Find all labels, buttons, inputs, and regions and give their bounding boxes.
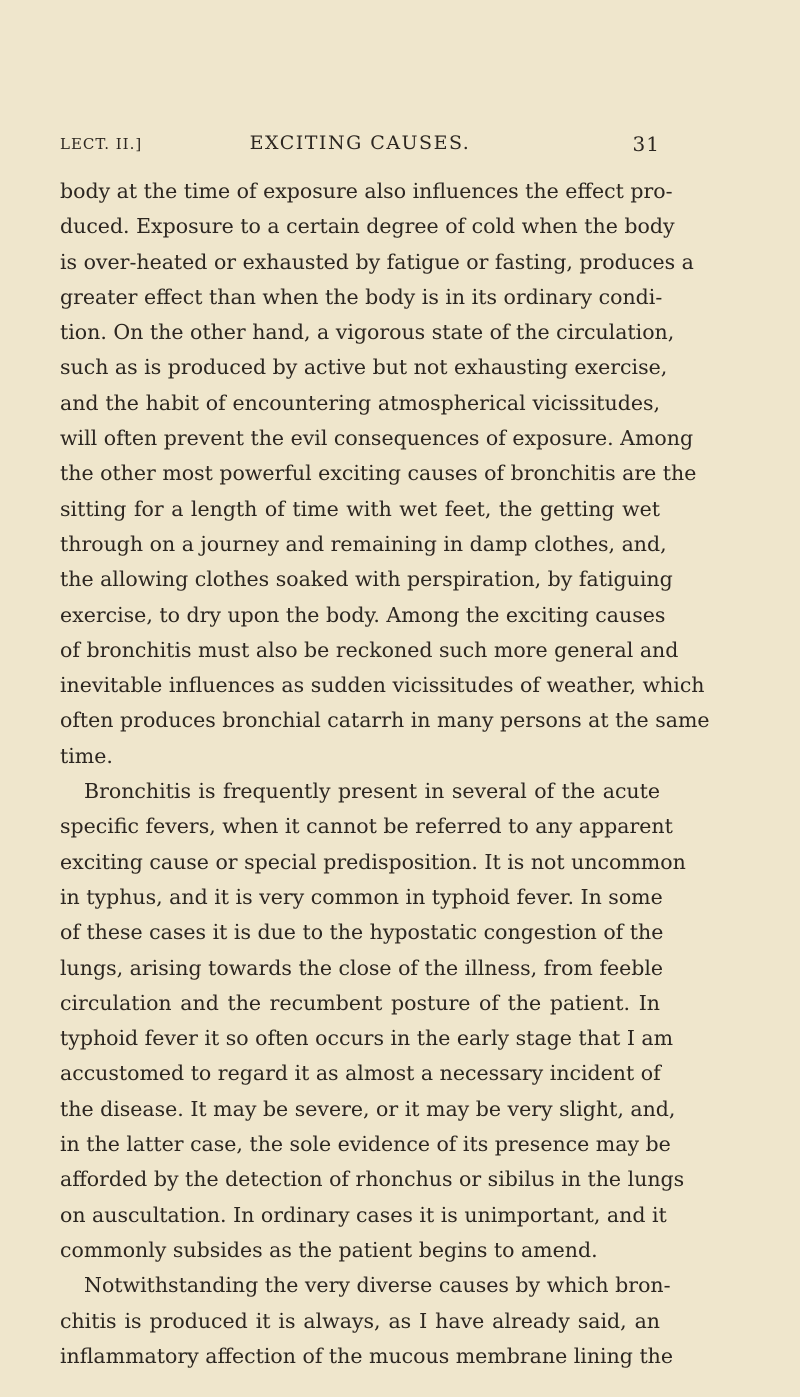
page-number: 31 [632,132,660,156]
text-line: exercise, to dry upon the body. Among the exciting causes [60,602,666,627]
text-line: sitting for a length of time with wet feet, the getting wet [60,496,660,521]
text-line: and the habit of encountering atmospherical vicissitudes, [60,390,660,415]
text-line: on auscultation. In ordinary cases it is unimportant, and it [60,1202,667,1227]
text-line: of these cases it is due to the hypostatic congestion of the [60,920,664,945]
text-line: circulation and the recumbent posture of the patient. In [60,990,660,1015]
text-line: afforded by the detection of rhonchus or sibilus in the lungs [60,1167,685,1192]
text-line: the allowing clothes soaked with perspiration, by fatiguing [60,567,673,592]
text-line: lungs, arising towards the close of the illness, from feeble [60,955,664,980]
text-line: through on a journey and remaining in damp clothes, and, [60,531,667,556]
text-line: inflammatory affection of the mucous membrane lining the [60,1343,674,1368]
text-line: body at the time of exposure also influences the effect pro- [60,179,673,203]
text-line: commonly subsides as the patient begins to amend. [60,1237,598,1262]
lecture-marker: LECT. II.] [60,135,143,153]
text-line: such as is produced by active but not exhausting exercise, [60,355,668,380]
text-line: specific fevers, when it cannot be referred to any apparent [60,814,673,839]
text-line: the other most powerful exciting causes of bronchitis are the [60,461,697,486]
text-line: often produces bronchial catarrh in many persons at the same [60,708,710,733]
running-head [60,132,660,162]
text-line: exciting cause or special predisposition. It is not uncommon [60,849,686,874]
text-line: tion. On the other hand, a vigorous state of the circulation, [60,320,675,345]
text-line: will often prevent the evil consequences of exposure. Among [60,426,694,451]
text-line: is over-heated or exhausted by fatigue or fasting, produces a [60,249,694,274]
body-text [60,174,710,1374]
text-line: time. [60,743,113,768]
text-line: inevitable influences as sudden vicissitudes of weather, which [60,673,705,698]
text-line: typhoid fever it so often occurs in the early stage that I am [60,1026,674,1051]
text-line: accustomed to regard it as almost a necessary incident of [60,1061,661,1086]
text-line: greater effect than when the body is in its ordinary condi- [60,284,663,309]
text-line: the disease. It may be severe, or it may be very slight, and, [60,1096,676,1121]
chapter-title: EXCITING CAUSES. [249,132,471,154]
text-line: Bronchitis is frequently present in several of the acute [84,779,660,804]
text-line: chitis is produced it is always, as I have already said, an [60,1308,660,1333]
text-line: duced. Exposure to a certain degree of cold when the body [60,214,675,239]
text-line: in typhus, and it is very common in typhoid fever. In some [60,884,663,909]
text-line: in the latter case, the sole evidence of its presence may be [60,1132,671,1157]
text-line: Notwithstanding the very diverse causes by which bron- [84,1273,671,1298]
text-line: of bronchitis must also be reckoned such more general and [60,637,679,662]
